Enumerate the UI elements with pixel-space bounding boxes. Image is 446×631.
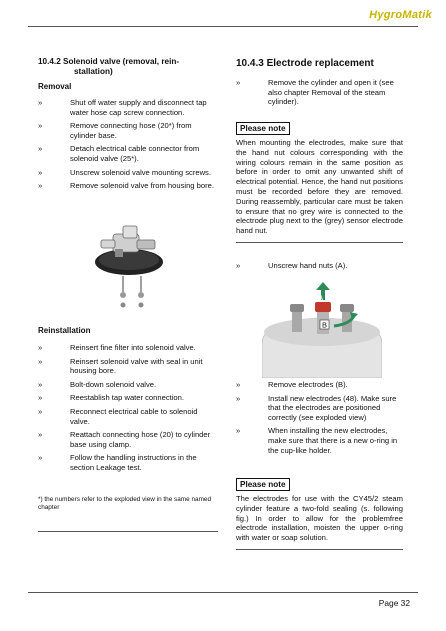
please-note-label-2: Please note <box>236 478 290 491</box>
electrode-list <box>236 380 408 459</box>
reinstallation-list <box>38 343 218 477</box>
figure-label-a: A <box>318 294 324 303</box>
removal-heading: Removal <box>38 82 72 91</box>
section-title-line2: stallation) <box>74 67 113 76</box>
list-item: » Detach electrical cable connector from solenoid valve (25*). <box>38 144 200 163</box>
left-column-rule <box>38 531 218 532</box>
list-item: » Reinsert solenoid valve with seal in unit housing bore. <box>38 356 203 376</box>
footnote: *) the numbers refer to the exploded view in the same named chapter <box>38 496 211 511</box>
list-item: » Remove the cylinder and open it (see also chapter Removal of the steam cylinder). <box>236 78 394 107</box>
list-item: » Install new electrodes (48). Make sure that the electrodes are positioned correctly (see exploded view) <box>236 393 397 422</box>
reinstallation-heading: Reinstallation <box>38 326 91 335</box>
brand-logo: HygroMatik <box>369 9 432 21</box>
list-item: » When installing the new electrodes, make sure that there is a new o-ring in the cup-like holder. <box>236 426 398 455</box>
list-item: » Remove electrodes (B). <box>236 380 348 389</box>
list-item: » Reinsert fine filter into solenoid valve. <box>38 343 196 352</box>
header-rule <box>28 26 418 27</box>
footer-rule <box>28 592 418 593</box>
section-title-solenoid <box>38 57 216 77</box>
please-note-label: Please note <box>236 122 290 135</box>
intro-list <box>236 78 408 111</box>
list-item: » Reestablish tap water connection. <box>38 393 184 403</box>
list-item: » Bolt-down solenoid valve. <box>38 379 157 389</box>
page-number: Page 32 <box>378 598 410 608</box>
note-rule-2 <box>236 549 403 550</box>
list-item: » Unscrew hand nuts (A). <box>236 261 348 270</box>
list-item: » Unscrew solenoid valve mounting screws. <box>38 167 211 177</box>
figure-label-b: B <box>322 320 328 330</box>
note-rule <box>236 242 403 243</box>
removal-list <box>38 98 218 195</box>
solenoid-valve-illustration <box>85 218 170 310</box>
list-item: » Shut off water supply and disconnect tap water hose cap screw connection. <box>38 98 207 117</box>
list-item: » Follow the handling instructions in the section Leakage test. <box>38 453 197 472</box>
list-item: » Remove connecting hose (20*) from cylinder base. <box>38 121 192 140</box>
section-title-electrode: 10.4.3 Electrode replacement <box>236 58 374 69</box>
section-title-line1: 10.4.2 Solenoid valve (removal, rein- <box>38 57 180 66</box>
unscrew-list <box>236 261 408 275</box>
note-text-2: The electrodes for use with the CY45/2 steam cylinder feature a two-fold sealing (s. following fig.) In order to allow for the problemfree electrode installation, moisten the upper o-ring with water or soap solution. <box>236 494 403 543</box>
list-item: » Reattach connecting hose (20) to cylinder base using clamp. <box>38 430 211 449</box>
list-item: » Remove solenoid valve from housing bore. <box>38 181 214 191</box>
list-item: » Reconnect electrical cable to solenoid valve. <box>38 406 198 426</box>
note-text: When mounting the electrodes, make sure that the hand nut colours corresponding with the wiring colours remain in the same position as before in order to omit any unwanted shift of electrical potential. Hence, the hand nut positions must be recorded before they are removed. During reassembly, particular care must be taken to ensure that no grey wire is connected to the electrode plug next to the (grey) sensor electrode hand nut. <box>236 138 403 236</box>
electrode-illustration <box>262 282 382 378</box>
